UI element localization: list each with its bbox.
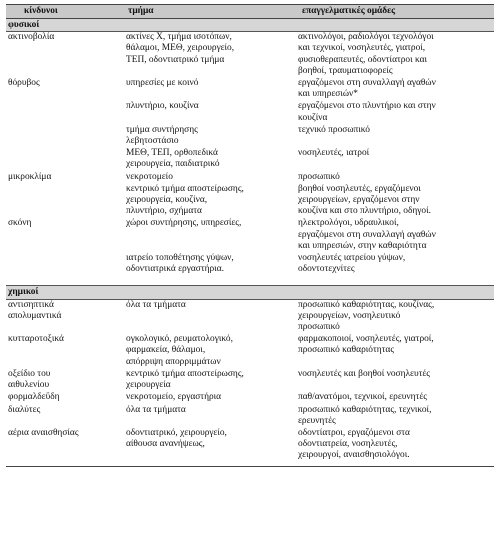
- table-row: [6, 218, 494, 253]
- department-cell: όλα τα τμήματα: [126, 299, 186, 310]
- table-row: [6, 78, 494, 101]
- groups-cell: βοηθοί νοσηλευτές, εργαζόμενοι χειρουργείων, εργαζόμενοι στην κουζίνα και στο πλυντήριο, οδηγοί.: [298, 183, 431, 217]
- groups-cell: οδοντίατροι, εργαζόμενοι στα οδοντιατρεία, νοσηλευτές, χειρουργοί, αναισθησιολόγοι.: [298, 427, 410, 461]
- groups-cell: φαρμακοποιοί, νοσηλευτές, γιατροί, προσωπικό καθαριότητας: [298, 334, 434, 356]
- table-row: [6, 253, 494, 276]
- risk-cell: ακτινοβολία: [8, 32, 55, 43]
- department-cell: χώροι συντήρησης, υπηρεσίες,: [126, 218, 242, 229]
- department-cell: νεκροτομείο: [126, 171, 173, 182]
- groups-cell: παθ/ανατόμοι, τεχνικοί, ερευνητές: [298, 392, 427, 403]
- table-header: [6, 5, 494, 19]
- groups-cell: τεχνικό προσωπικό: [298, 124, 370, 135]
- header-groups: επαγγελματικές ομάδες: [296, 5, 494, 19]
- risk-cell: αέρια αναισθησίας: [8, 427, 79, 438]
- category-row-physical: [6, 19, 494, 32]
- groups-cell: προσωπικό καθαριότητας, τεχνικοί, ερευνητές: [298, 404, 432, 426]
- table-row: [6, 184, 494, 219]
- table-row: [6, 334, 494, 369]
- risk-cell: [6, 253, 124, 276]
- risk-cell: διαλύτες: [8, 404, 41, 415]
- table-row: [6, 369, 494, 392]
- table-row: [6, 32, 494, 78]
- risk-cell: [6, 148, 124, 171]
- department-cell: πλυντήριο, κουζίνα: [126, 101, 199, 112]
- risk-cell: [6, 101, 124, 124]
- table-row: [6, 405, 494, 428]
- groups-cell: εργαζόμενοι στο πλυντήριο και στην κουζίνα: [298, 101, 436, 123]
- department-cell: οδοντιατρικό, χειρουργείο, αίθουσα ανανήψεως,: [126, 427, 227, 450]
- risk-cell: θόρυβος: [8, 78, 40, 89]
- department-cell: νεκροτομείο, εργαστήρια: [126, 392, 222, 403]
- groups-cell: νοσηλευτές και βοηθοί νοσηλευτές: [298, 368, 431, 379]
- groups-cell: ηλεκτρολόγοι, υδραυλικοί, εργαζόμενοι στη συναλλαγή αγαθών και υπηρεσιών, στην καθαριότητα: [298, 218, 436, 251]
- groups-cell: νοσηλευτές, ιατροί: [298, 148, 370, 159]
- risk-cell: σκόνη: [8, 218, 32, 229]
- section-gap: [6, 276, 494, 286]
- risk-cell: οξείδιο του αιθυλενίου: [8, 368, 51, 391]
- risk-cell: κυτταροτοξικά: [8, 334, 64, 345]
- risk-cell: αντισηπτικά απολυμαντικά: [8, 299, 62, 321]
- table-row: [6, 148, 494, 171]
- groups-cell: ακτινολόγοι, ραδιολόγοι τεχνολόγοι και τεχνικοί, νοσηλευτές, γιατροί, φυσιοθεραπευτές, οδοντίατροι και βοηθοί, τραυματιοφορείς: [298, 32, 434, 76]
- header-department: τμήμα: [124, 5, 296, 19]
- groups-cell: προσωπικό καθαριότητας, κουζίνας, χειρουργείων, νοσηλευτικό προσωπικό: [298, 299, 435, 333]
- table-row: [6, 125, 494, 148]
- department-cell: ογκολογικό, ρευματολογικό, φαρμακεία, θάλαμοι, απόρριψη απορριμμάτων: [126, 334, 233, 367]
- department-cell: όλα τα τμήματα: [126, 404, 186, 415]
- risk-cell: φορμαλδεΰδη: [8, 392, 60, 403]
- table-row: [6, 392, 494, 404]
- risk-cell: μικροκλίμα: [8, 171, 52, 182]
- category-chemical-label: χημικοί: [6, 286, 494, 299]
- category-physical-label: φυσικοί: [6, 19, 494, 32]
- physical-section: [6, 19, 494, 277]
- table-row: [6, 428, 494, 463]
- occupational-risks-table: [6, 4, 494, 467]
- chemical-section: [6, 286, 494, 463]
- department-cell: κεντρικό τμήμα αποστείρωσης, χειρουργεία, κουζίνα, πλυντήριο, σχήματα: [126, 183, 244, 217]
- header-risks: κίνδυνοι: [6, 5, 124, 19]
- table-row: [6, 299, 494, 334]
- department-cell: τμήμα συντήρησης λεβητοστάσιο: [126, 124, 198, 147]
- category-row-chemical: [6, 286, 494, 299]
- table-end: [6, 463, 494, 467]
- department-cell: κεντρικό τμήμα αποστείρωσης, χειρουργεία: [126, 368, 244, 391]
- risk-cell: [6, 125, 124, 148]
- groups-cell: εργαζόμενοι στη συναλλαγή αγαθών και υπηρεσιών*: [298, 78, 436, 100]
- table-row: [6, 101, 494, 124]
- groups-cell: νοσηλευτές ιατρείου γύψων, οδοντοτεχνίτες: [298, 253, 406, 275]
- risk-cell: [6, 184, 124, 219]
- table-row: [6, 172, 494, 184]
- department-cell: υπηρεσίες με κοινό: [126, 78, 199, 89]
- department-cell: ακτίνες Χ, τμήμα ισοτόπων, θάλαμοι, ΜΕΘ, χειρουργείο, ΤΕΠ, οδοντιατρικό τμήμα: [126, 32, 235, 65]
- groups-cell: προσωπικό: [298, 171, 340, 182]
- department-cell: ιατρείο τοποθέτησης γύψων, οδοντιατρικά εργαστήρια.: [126, 253, 234, 275]
- department-cell: ΜΕΘ, ΤΕΠ, ορθοπεδικά χειρουργεία, παιδιατρικό: [126, 148, 220, 170]
